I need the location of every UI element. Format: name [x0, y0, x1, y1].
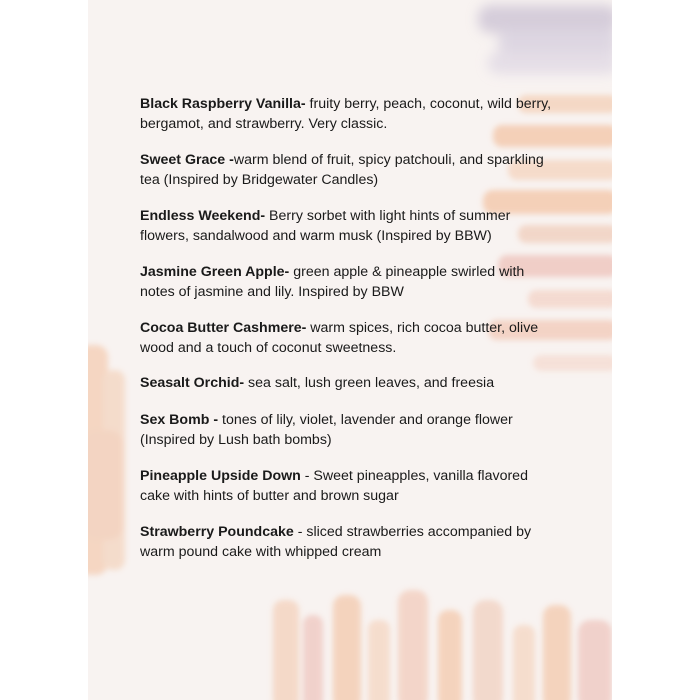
scent-name: Sex Bomb -: [140, 412, 222, 428]
scent-description: - Sweet pineapples, vanilla flavored cake with hints of butter and brown sugar: [140, 468, 528, 504]
scent-description: sea salt, lush green leaves, and freesia: [244, 375, 495, 391]
scent-entry: [140, 374, 560, 394]
scent-entry: [140, 319, 560, 358]
scent-description: fruity berry, peach, coconut, wild berry, bergamot, and strawberry. Very classic.: [140, 96, 552, 132]
scent-name: Strawberry Poundcake: [140, 524, 294, 540]
scent-description: warm blend of fruit, spicy patchouli, and sparkling tea (Inspired by Bridgewater Candles): [140, 152, 544, 188]
lavender-wash-top-right: [478, 5, 612, 74]
scent-name: Pineapple Upside Down: [140, 468, 301, 484]
scent-name: Black Raspberry Vanilla-: [140, 96, 306, 112]
scent-entry: [140, 151, 560, 190]
scent-description: Berry sorbet with light hints of summer flowers, sandalwood and warm musk (Inspired by BBW): [140, 208, 511, 244]
scent-entry: [140, 95, 560, 134]
scent-entry: [140, 263, 560, 302]
scent-description: - sliced strawberries accompanied by warm pound cake with whipped cream: [140, 524, 532, 560]
scent-entry: [140, 207, 560, 246]
scent-list-card: [88, 0, 612, 700]
scent-name: Sweet Grace -: [140, 152, 234, 168]
scent-description: warm spices, rich cocoa butter, olive wood and a touch of coconut sweetness.: [140, 320, 539, 356]
scent-description: green apple & pineapple swirled with notes of jasmine and lily. Inspired by BBW: [140, 264, 525, 300]
scent-entry: [140, 467, 560, 506]
scent-name: Seasalt Orchid-: [140, 375, 245, 391]
scent-name: Endless Weekend-: [140, 208, 266, 224]
peach-wash-left: [88, 345, 125, 575]
scent-name: Jasmine Green Apple-: [140, 264, 290, 280]
peach-wash-bottom: [273, 590, 612, 700]
scent-entry: [140, 411, 560, 450]
scent-entry: [140, 523, 560, 562]
scent-name: Cocoa Butter Cashmere-: [140, 320, 307, 336]
scent-description: tones of lily, violet, lavender and orange flower (Inspired by Lush bath bombs): [140, 412, 513, 448]
